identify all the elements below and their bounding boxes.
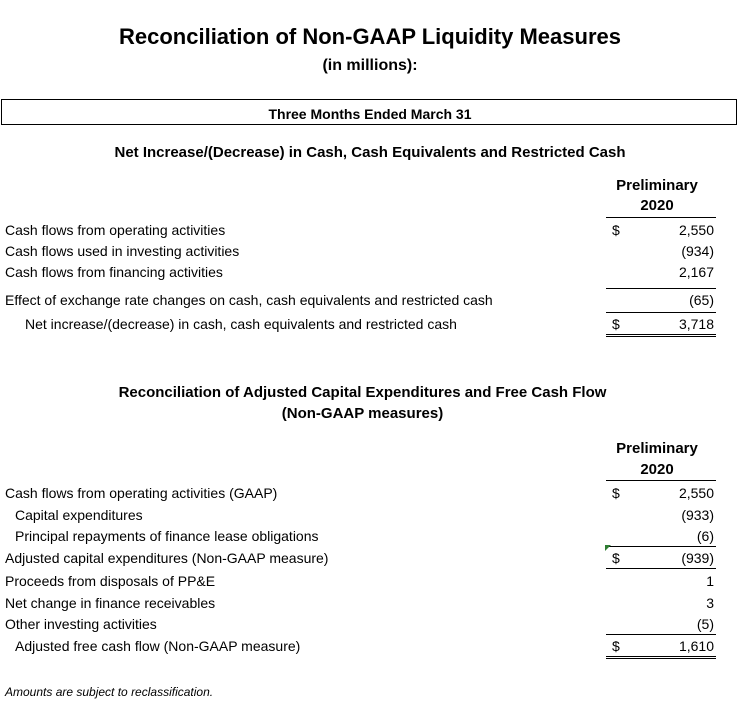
section2-row-label: Principal repayments of finance lease obligations bbox=[15, 528, 319, 544]
section2-title: Reconciliation of Adjusted Capital Expenditures and Free Cash Flow bbox=[118, 384, 607, 401]
page-title: Reconciliation of Non-GAAP Liquidity Measures bbox=[119, 24, 621, 49]
section1-title: Net Increase/(Decrease) in Cash, Cash Equivalents and Restricted Cash bbox=[114, 144, 626, 161]
section1-total-label: Net increase/(decrease) in cash, cash equivalents and restricted cash bbox=[25, 316, 457, 332]
section2-row-value: (939) bbox=[681, 550, 714, 566]
section1-row-label: Cash flows used in investing activities bbox=[5, 243, 240, 259]
section2-subtotal-rule bbox=[606, 546, 716, 547]
section1-row-label: Cash flows from financing activities bbox=[5, 264, 223, 280]
section2-header-rule bbox=[606, 480, 716, 481]
section1-total-dollar: $ bbox=[612, 316, 620, 332]
section2-row-dollar: $ bbox=[612, 485, 620, 501]
section2-col-head-2: 2020 bbox=[640, 461, 674, 478]
section2-row-label: Capital expenditures bbox=[15, 507, 143, 523]
section2-subtotal2-rule bbox=[606, 568, 716, 569]
section1-total-value: 3,718 bbox=[678, 316, 714, 332]
section2-total-rule bbox=[606, 634, 716, 635]
section2-row-value: (5) bbox=[696, 616, 714, 632]
section2-total-label: Adjusted free cash flow (Non-GAAP measure) bbox=[15, 638, 301, 654]
section1-row-value: 2,167 bbox=[678, 264, 714, 280]
page-subtitle: (in millions): bbox=[322, 57, 418, 74]
section1-col-head-1: Preliminary bbox=[616, 177, 698, 194]
section2-col-head-1: Preliminary bbox=[616, 440, 698, 457]
section2-total-dollar: $ bbox=[612, 638, 620, 654]
footnote: Amounts are subject to reclassification. bbox=[5, 685, 214, 699]
period-label: Three Months Ended March 31 bbox=[268, 106, 472, 122]
section1-row-value: (934) bbox=[681, 243, 714, 259]
section2-row-value: 2,550 bbox=[678, 485, 714, 501]
section2-row-label: Other investing activities bbox=[5, 616, 157, 632]
section2-row-label: Net change in finance receivables bbox=[5, 595, 216, 611]
section2-row-label: Cash flows from operating activities (GAAP) bbox=[5, 485, 278, 501]
section2-row-label: Proceeds from disposals of PP&E bbox=[5, 573, 216, 589]
section2-row-dollar: $ bbox=[612, 550, 620, 566]
section2-row-value: 3 bbox=[706, 595, 714, 611]
section2-row-value: (933) bbox=[681, 507, 714, 523]
section1-header-rule bbox=[606, 217, 716, 218]
cell-comment-marker bbox=[605, 545, 611, 551]
section1-row-label: Cash flows from operating activities bbox=[5, 222, 226, 238]
section2-row-value: (6) bbox=[696, 528, 714, 544]
section1-row-value: 2,550 bbox=[678, 222, 714, 238]
section2-row-label: Adjusted capital expenditures (Non-GAAP measure) bbox=[5, 550, 329, 566]
section2-double-rule bbox=[606, 656, 716, 659]
section1-total-rule bbox=[606, 312, 716, 313]
section1-double-rule bbox=[606, 334, 716, 337]
section2-row-value: 1 bbox=[706, 573, 714, 589]
section2-subtitle: (Non-GAAP measures) bbox=[281, 405, 444, 422]
section1-row-label: Effect of exchange rate changes on cash, cash equivalents and restricted cash bbox=[5, 292, 493, 308]
section1-row-dollar: $ bbox=[612, 222, 620, 238]
section1-row-value: (65) bbox=[689, 292, 714, 308]
section1-col-head-2: 2020 bbox=[640, 197, 674, 214]
section1-subtotal-rule bbox=[606, 288, 716, 289]
section2-total-value: 1,610 bbox=[678, 638, 714, 654]
